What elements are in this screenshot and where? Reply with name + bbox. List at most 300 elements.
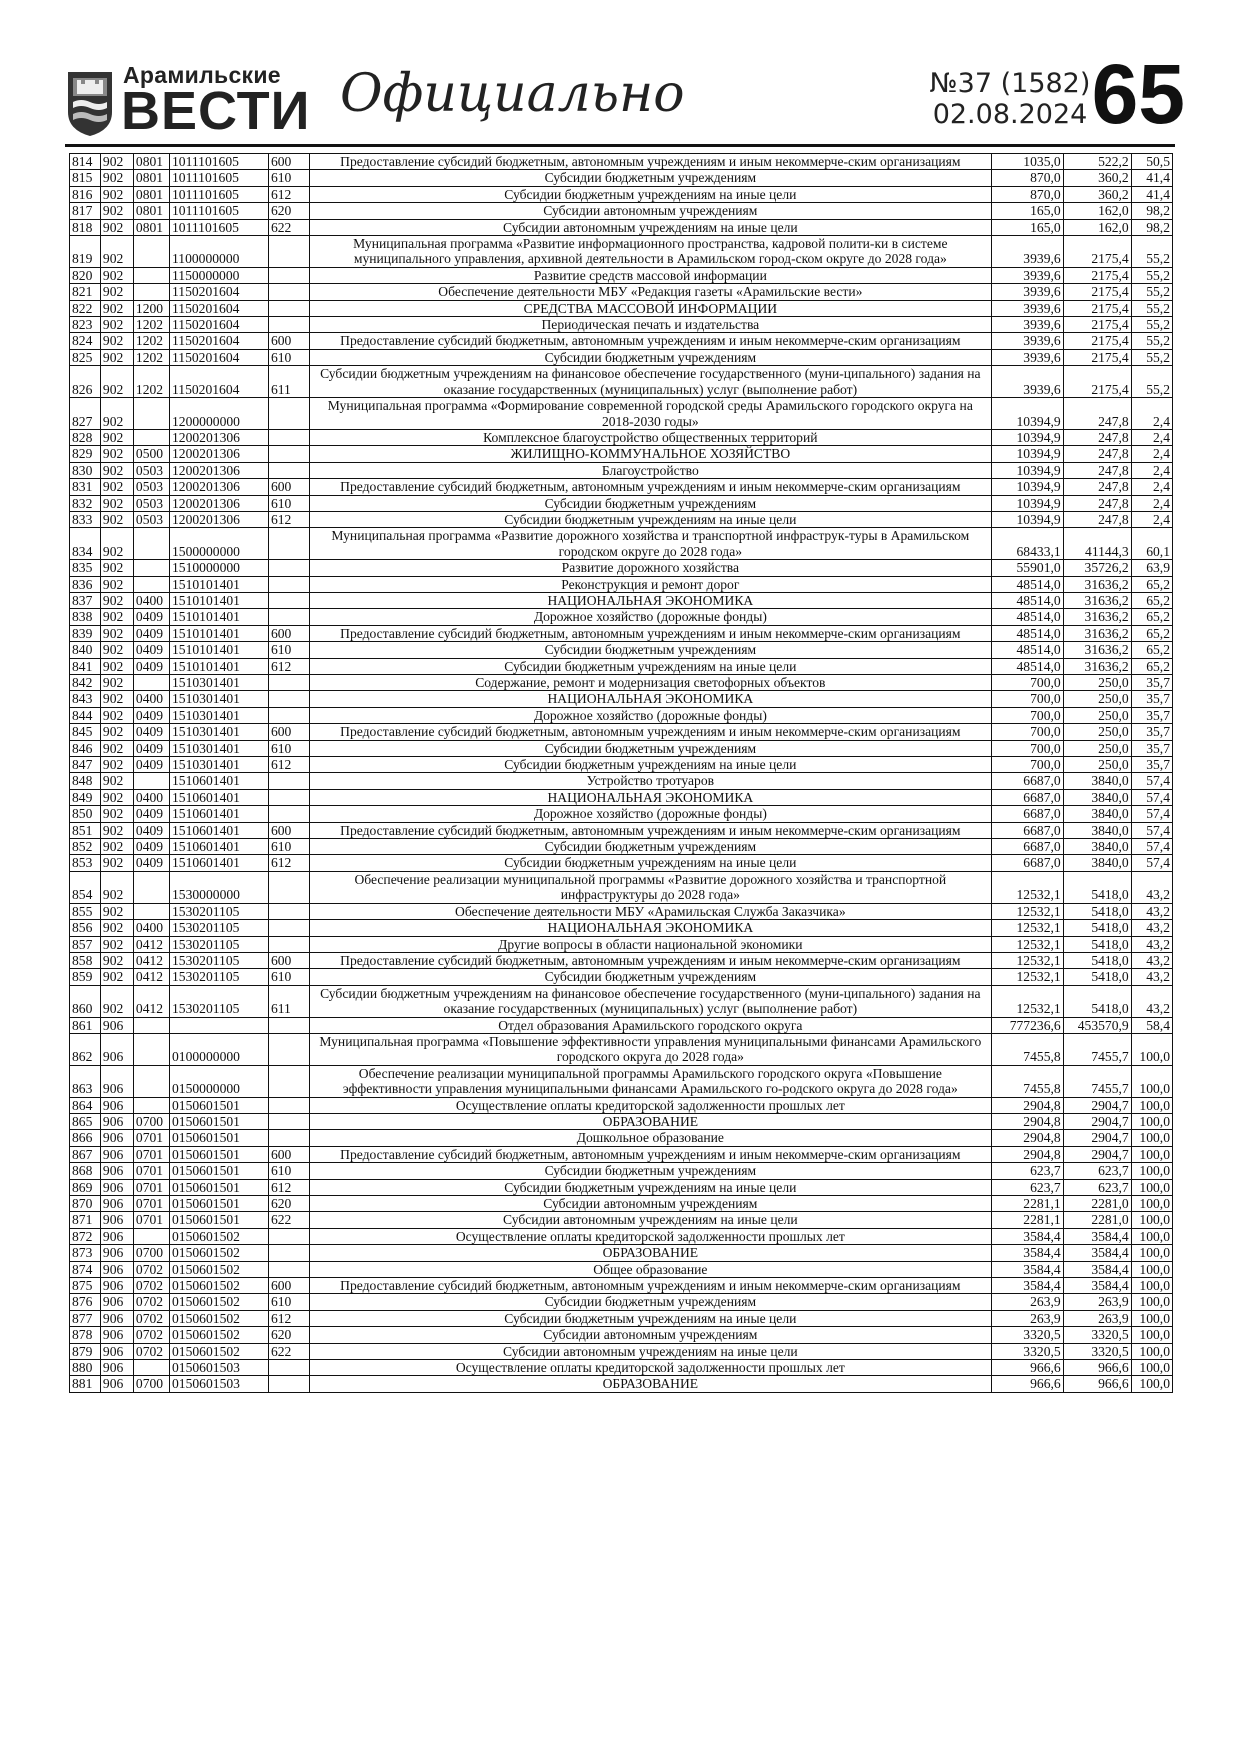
executed-amount: 31636,2 bbox=[1063, 642, 1131, 658]
target-article-code: 1200201306 bbox=[169, 429, 268, 445]
issue-date: 02.08.2024 bbox=[932, 99, 1088, 130]
item-name: Другие вопросы в области национальной экономики bbox=[310, 936, 991, 952]
expense-type-code bbox=[268, 317, 309, 333]
execution-percent: 55,2 bbox=[1131, 284, 1172, 300]
row-number: 824 bbox=[70, 333, 101, 349]
item-name: Субсидии автономным учреждениям bbox=[310, 203, 991, 219]
execution-percent: 57,4 bbox=[1131, 822, 1172, 838]
section-code: 0801 bbox=[133, 203, 169, 219]
table-row bbox=[70, 839, 1173, 855]
item-name: Реконструкция и ремонт дорог bbox=[310, 576, 991, 592]
execution-percent: 100,0 bbox=[1131, 1179, 1172, 1195]
executed-amount: 5418,0 bbox=[1063, 969, 1131, 985]
execution-percent: 100,0 bbox=[1131, 1327, 1172, 1343]
section-code bbox=[133, 1228, 169, 1244]
row-number: 867 bbox=[70, 1146, 101, 1162]
target-article-code: 0150601502 bbox=[169, 1261, 268, 1277]
target-article-code: 0150601501 bbox=[169, 1097, 268, 1113]
executed-amount: 3840,0 bbox=[1063, 773, 1131, 789]
executed-amount: 2175,4 bbox=[1063, 300, 1131, 316]
target-article-code: 1530201105 bbox=[169, 952, 268, 968]
item-name: Субсидии бюджетным учреждениям на иные цели bbox=[310, 855, 991, 871]
item-name: Субсидии бюджетным учреждениям bbox=[310, 1294, 991, 1310]
table-row bbox=[70, 855, 1173, 871]
planned-amount: 623,7 bbox=[991, 1163, 1063, 1179]
target-article-code: 0150601503 bbox=[169, 1376, 268, 1392]
table-row bbox=[70, 495, 1173, 511]
executed-amount: 2904,7 bbox=[1063, 1130, 1131, 1146]
planned-amount: 10394,9 bbox=[991, 511, 1063, 527]
target-article-code: 1200201306 bbox=[169, 446, 268, 462]
table-row bbox=[70, 740, 1173, 756]
expense-type-code bbox=[268, 1261, 309, 1277]
item-name: Дошкольное образование bbox=[310, 1130, 991, 1146]
executed-amount: 3840,0 bbox=[1063, 855, 1131, 871]
item-name: Субсидии бюджетным учреждениям на иные цели bbox=[310, 1179, 991, 1195]
section-code: 0412 bbox=[133, 936, 169, 952]
executed-amount: 623,7 bbox=[1063, 1179, 1131, 1195]
expense-type-code bbox=[268, 609, 309, 625]
planned-amount: 3939,6 bbox=[991, 284, 1063, 300]
expense-type-code: 612 bbox=[268, 757, 309, 773]
executed-amount: 247,8 bbox=[1063, 479, 1131, 495]
expense-type-code bbox=[268, 789, 309, 805]
execution-percent: 2,4 bbox=[1131, 462, 1172, 478]
row-number: 827 bbox=[70, 398, 101, 430]
section-code: 0801 bbox=[133, 186, 169, 202]
item-name: НАЦИОНАЛЬНАЯ ЭКОНОМИКА bbox=[310, 920, 991, 936]
section-code: 0702 bbox=[133, 1343, 169, 1359]
table-row bbox=[70, 1196, 1173, 1212]
section-code: 0409 bbox=[133, 806, 169, 822]
planned-amount: 6687,0 bbox=[991, 839, 1063, 855]
item-name: Предоставление субсидий бюджетным, автономным учреждениям и иным некоммерче-ским организациям bbox=[310, 822, 991, 838]
target-article-code: 1530000000 bbox=[169, 871, 268, 903]
executed-amount: 3840,0 bbox=[1063, 806, 1131, 822]
planned-amount: 55901,0 bbox=[991, 560, 1063, 576]
planned-amount: 10394,9 bbox=[991, 479, 1063, 495]
ministry-code: 906 bbox=[100, 1065, 133, 1097]
planned-amount: 12532,1 bbox=[991, 903, 1063, 919]
section-code bbox=[133, 1097, 169, 1113]
planned-amount: 623,7 bbox=[991, 1179, 1063, 1195]
planned-amount: 870,0 bbox=[991, 186, 1063, 202]
target-article-code: 1510601401 bbox=[169, 806, 268, 822]
ministry-code: 902 bbox=[100, 903, 133, 919]
planned-amount: 48514,0 bbox=[991, 625, 1063, 641]
ministry-code: 902 bbox=[100, 203, 133, 219]
ministry-code: 906 bbox=[100, 1017, 133, 1033]
target-article-code: 1011101605 bbox=[169, 203, 268, 219]
section-code: 0801 bbox=[133, 170, 169, 186]
row-number: 876 bbox=[70, 1294, 101, 1310]
planned-amount: 2904,8 bbox=[991, 1097, 1063, 1113]
row-number: 862 bbox=[70, 1033, 101, 1065]
planned-amount: 3939,6 bbox=[991, 267, 1063, 283]
ministry-code: 906 bbox=[100, 1376, 133, 1392]
expense-type-code bbox=[268, 1065, 309, 1097]
executed-amount: 7455,7 bbox=[1063, 1065, 1131, 1097]
ministry-code: 906 bbox=[100, 1360, 133, 1376]
target-article-code: 0100000000 bbox=[169, 1033, 268, 1065]
executed-amount: 522,2 bbox=[1063, 154, 1131, 170]
execution-percent: 100,0 bbox=[1131, 1261, 1172, 1277]
execution-percent: 57,4 bbox=[1131, 855, 1172, 871]
row-number: 820 bbox=[70, 267, 101, 283]
issue-info bbox=[920, 68, 1100, 130]
item-name: Периодическая печать и издательства bbox=[310, 317, 991, 333]
expense-type-code bbox=[268, 429, 309, 445]
section-code bbox=[133, 560, 169, 576]
planned-amount: 2904,8 bbox=[991, 1146, 1063, 1162]
expense-type-code: 612 bbox=[268, 186, 309, 202]
target-article-code: 0150601502 bbox=[169, 1327, 268, 1343]
expense-type-code bbox=[268, 560, 309, 576]
ministry-code: 906 bbox=[100, 1196, 133, 1212]
execution-percent: 55,2 bbox=[1131, 366, 1172, 398]
target-article-code: 1510301401 bbox=[169, 724, 268, 740]
planned-amount: 6687,0 bbox=[991, 822, 1063, 838]
ministry-code: 902 bbox=[100, 609, 133, 625]
item-name: Субсидии автономным учреждениям на иные цели bbox=[310, 1212, 991, 1228]
section-code: 1202 bbox=[133, 349, 169, 365]
expense-type-code bbox=[268, 1360, 309, 1376]
item-name: Предоставление субсидий бюджетным, автономным учреждениям и иным некоммерче-ским организациям bbox=[310, 952, 991, 968]
planned-amount: 48514,0 bbox=[991, 592, 1063, 608]
table-row bbox=[70, 186, 1173, 202]
table-row bbox=[70, 317, 1173, 333]
row-number: 829 bbox=[70, 446, 101, 462]
planned-amount: 966,6 bbox=[991, 1360, 1063, 1376]
planned-amount: 700,0 bbox=[991, 675, 1063, 691]
row-number: 844 bbox=[70, 707, 101, 723]
table-row bbox=[70, 170, 1173, 186]
target-article-code: 0150601501 bbox=[169, 1212, 268, 1228]
ministry-code: 906 bbox=[100, 1179, 133, 1195]
ministry-code: 906 bbox=[100, 1228, 133, 1244]
row-number: 835 bbox=[70, 560, 101, 576]
section-code: 0503 bbox=[133, 479, 169, 495]
planned-amount: 12532,1 bbox=[991, 871, 1063, 903]
section-code: 0701 bbox=[133, 1163, 169, 1179]
execution-percent: 43,2 bbox=[1131, 952, 1172, 968]
expense-type-code bbox=[268, 691, 309, 707]
execution-percent: 41,4 bbox=[1131, 170, 1172, 186]
expense-type-code bbox=[268, 1376, 309, 1392]
target-article-code: 1150201604 bbox=[169, 333, 268, 349]
target-article-code: 1150201604 bbox=[169, 349, 268, 365]
ministry-code: 906 bbox=[100, 1212, 133, 1228]
table-row bbox=[70, 203, 1173, 219]
executed-amount: 247,8 bbox=[1063, 495, 1131, 511]
item-name: Осуществление оплаты кредиторской задолженности прошлых лет bbox=[310, 1228, 991, 1244]
item-name: Субсидии бюджетным учреждениям на иные цели bbox=[310, 511, 991, 527]
execution-percent: 98,2 bbox=[1131, 203, 1172, 219]
target-article-code: 1150201604 bbox=[169, 317, 268, 333]
table-row bbox=[70, 1017, 1173, 1033]
section-code: 0503 bbox=[133, 462, 169, 478]
page-number: 65 bbox=[1091, 47, 1185, 141]
execution-percent: 2,4 bbox=[1131, 446, 1172, 462]
planned-amount: 870,0 bbox=[991, 170, 1063, 186]
ministry-code: 902 bbox=[100, 985, 133, 1017]
row-number: 874 bbox=[70, 1261, 101, 1277]
table-row bbox=[70, 609, 1173, 625]
target-article-code: 1200000000 bbox=[169, 398, 268, 430]
table-row bbox=[70, 920, 1173, 936]
row-number: 879 bbox=[70, 1343, 101, 1359]
execution-percent: 2,4 bbox=[1131, 429, 1172, 445]
section-code bbox=[133, 398, 169, 430]
ministry-code: 906 bbox=[100, 1278, 133, 1294]
target-article-code: 1510101401 bbox=[169, 642, 268, 658]
executed-amount: 250,0 bbox=[1063, 740, 1131, 756]
row-number: 857 bbox=[70, 936, 101, 952]
ministry-code: 902 bbox=[100, 366, 133, 398]
target-article-code: 1530201105 bbox=[169, 969, 268, 985]
executed-amount: 250,0 bbox=[1063, 757, 1131, 773]
target-article-code: 0150601501 bbox=[169, 1179, 268, 1195]
section-title: Официально bbox=[340, 64, 685, 124]
table-row bbox=[70, 560, 1173, 576]
ministry-code: 902 bbox=[100, 675, 133, 691]
item-name: ОБРАЗОВАНИЕ bbox=[310, 1376, 991, 1392]
section-code bbox=[133, 576, 169, 592]
planned-amount: 777236,6 bbox=[991, 1017, 1063, 1033]
item-name: Дорожное хозяйство (дорожные фонды) bbox=[310, 707, 991, 723]
planned-amount: 10394,9 bbox=[991, 495, 1063, 511]
ministry-code: 902 bbox=[100, 822, 133, 838]
execution-percent: 57,4 bbox=[1131, 806, 1172, 822]
execution-percent: 55,2 bbox=[1131, 317, 1172, 333]
expense-type-code: 612 bbox=[268, 1179, 309, 1195]
executed-amount: 3320,5 bbox=[1063, 1327, 1131, 1343]
item-name: Осуществление оплаты кредиторской задолженности прошлых лет bbox=[310, 1360, 991, 1376]
section-code: 0409 bbox=[133, 757, 169, 773]
execution-percent: 55,2 bbox=[1131, 349, 1172, 365]
row-number: 841 bbox=[70, 658, 101, 674]
expense-type-code bbox=[268, 1130, 309, 1146]
executed-amount: 3840,0 bbox=[1063, 839, 1131, 855]
newspaper-logo[interactable] bbox=[65, 58, 311, 142]
planned-amount: 48514,0 bbox=[991, 642, 1063, 658]
target-article-code: 1510101401 bbox=[169, 592, 268, 608]
executed-amount: 5418,0 bbox=[1063, 871, 1131, 903]
expense-type-code bbox=[268, 267, 309, 283]
item-name: Обеспечение реализации муниципальной программы «Развитие дорожного хозяйства и транспортной инфраструктуры до 2028 года» bbox=[310, 871, 991, 903]
target-article-code: 1510301401 bbox=[169, 757, 268, 773]
section-code: 0409 bbox=[133, 724, 169, 740]
table-row bbox=[70, 219, 1173, 235]
execution-percent: 35,7 bbox=[1131, 707, 1172, 723]
executed-amount: 2175,4 bbox=[1063, 333, 1131, 349]
row-number: 873 bbox=[70, 1245, 101, 1261]
target-article-code: 1510601401 bbox=[169, 855, 268, 871]
expense-type-code: 600 bbox=[268, 1146, 309, 1162]
table-row bbox=[70, 366, 1173, 398]
planned-amount: 12532,1 bbox=[991, 969, 1063, 985]
row-number: 869 bbox=[70, 1179, 101, 1195]
planned-amount: 7455,8 bbox=[991, 1065, 1063, 1097]
execution-percent: 100,0 bbox=[1131, 1146, 1172, 1162]
item-name: НАЦИОНАЛЬНАЯ ЭКОНОМИКА bbox=[310, 691, 991, 707]
ministry-code: 906 bbox=[100, 1245, 133, 1261]
executed-amount: 5418,0 bbox=[1063, 920, 1131, 936]
planned-amount: 3939,6 bbox=[991, 300, 1063, 316]
executed-amount: 966,6 bbox=[1063, 1376, 1131, 1392]
item-name: Общее образование bbox=[310, 1261, 991, 1277]
planned-amount: 3939,6 bbox=[991, 366, 1063, 398]
section-code: 0702 bbox=[133, 1278, 169, 1294]
row-number: 823 bbox=[70, 317, 101, 333]
expense-type-code: 600 bbox=[268, 1278, 309, 1294]
planned-amount: 3939,6 bbox=[991, 333, 1063, 349]
section-code bbox=[133, 429, 169, 445]
table-row bbox=[70, 773, 1173, 789]
table-row bbox=[70, 658, 1173, 674]
executed-amount: 7455,7 bbox=[1063, 1033, 1131, 1065]
execution-percent: 35,7 bbox=[1131, 724, 1172, 740]
planned-amount: 2281,1 bbox=[991, 1212, 1063, 1228]
section-code: 1202 bbox=[133, 317, 169, 333]
expense-type-code bbox=[268, 806, 309, 822]
expense-type-code: 610 bbox=[268, 170, 309, 186]
row-number: 839 bbox=[70, 625, 101, 641]
expense-type-code bbox=[268, 446, 309, 462]
execution-percent: 100,0 bbox=[1131, 1065, 1172, 1097]
target-article-code: 1150000000 bbox=[169, 267, 268, 283]
row-number: 818 bbox=[70, 219, 101, 235]
target-article-code: 0150601503 bbox=[169, 1360, 268, 1376]
table-row bbox=[70, 528, 1173, 560]
target-article-code: 1150201604 bbox=[169, 300, 268, 316]
table-row bbox=[70, 1343, 1173, 1359]
table-row bbox=[70, 1294, 1173, 1310]
row-number: 848 bbox=[70, 773, 101, 789]
issue-number: №37 (1582) bbox=[929, 68, 1091, 99]
executed-amount: 31636,2 bbox=[1063, 625, 1131, 641]
item-name: НАЦИОНАЛЬНАЯ ЭКОНОМИКА bbox=[310, 592, 991, 608]
execution-percent: 43,2 bbox=[1131, 871, 1172, 903]
executed-amount: 263,9 bbox=[1063, 1310, 1131, 1326]
target-article-code: 1011101605 bbox=[169, 219, 268, 235]
target-article-code: 1530201105 bbox=[169, 903, 268, 919]
executed-amount: 5418,0 bbox=[1063, 952, 1131, 968]
ministry-code: 902 bbox=[100, 707, 133, 723]
planned-amount: 12532,1 bbox=[991, 952, 1063, 968]
executed-amount: 31636,2 bbox=[1063, 658, 1131, 674]
section-code: 0702 bbox=[133, 1310, 169, 1326]
ministry-code: 906 bbox=[100, 1294, 133, 1310]
execution-percent: 50,5 bbox=[1131, 154, 1172, 170]
executed-amount: 247,8 bbox=[1063, 462, 1131, 478]
target-article-code: 1500000000 bbox=[169, 528, 268, 560]
table-row bbox=[70, 154, 1173, 170]
table-row bbox=[70, 642, 1173, 658]
section-code bbox=[133, 1065, 169, 1097]
ministry-code: 902 bbox=[100, 170, 133, 186]
planned-amount: 3584,4 bbox=[991, 1278, 1063, 1294]
planned-amount: 263,9 bbox=[991, 1294, 1063, 1310]
section-code: 0400 bbox=[133, 920, 169, 936]
execution-percent: 55,2 bbox=[1131, 267, 1172, 283]
expense-type-code bbox=[268, 1097, 309, 1113]
execution-percent: 57,4 bbox=[1131, 773, 1172, 789]
table-row bbox=[70, 1310, 1173, 1326]
target-article-code: 1510101401 bbox=[169, 625, 268, 641]
item-name: НАЦИОНАЛЬНАЯ ЭКОНОМИКА bbox=[310, 789, 991, 805]
table-row bbox=[70, 1278, 1173, 1294]
item-name: Содержание, ремонт и модернизация светофорных объектов bbox=[310, 675, 991, 691]
target-article-code: 1530201105 bbox=[169, 985, 268, 1017]
expense-type-code bbox=[268, 576, 309, 592]
item-name: Осуществление оплаты кредиторской задолженности прошлых лет bbox=[310, 1097, 991, 1113]
executed-amount: 31636,2 bbox=[1063, 592, 1131, 608]
executed-amount: 31636,2 bbox=[1063, 576, 1131, 592]
row-number: 870 bbox=[70, 1196, 101, 1212]
target-article-code: 0150601501 bbox=[169, 1130, 268, 1146]
expense-type-code: 612 bbox=[268, 855, 309, 871]
target-article-code: 1011101605 bbox=[169, 186, 268, 202]
table-row bbox=[70, 576, 1173, 592]
section-code: 0500 bbox=[133, 446, 169, 462]
row-number: 838 bbox=[70, 609, 101, 625]
ministry-code: 902 bbox=[100, 560, 133, 576]
item-name: Муниципальная программа «Формирование современной городской среды Арамильского городского округа на 2018-2030 годы» bbox=[310, 398, 991, 430]
planned-amount: 6687,0 bbox=[991, 806, 1063, 822]
planned-amount: 10394,9 bbox=[991, 398, 1063, 430]
planned-amount: 12532,1 bbox=[991, 920, 1063, 936]
planned-amount: 3584,4 bbox=[991, 1245, 1063, 1261]
row-number: 833 bbox=[70, 511, 101, 527]
ministry-code: 902 bbox=[100, 724, 133, 740]
section-code: 0801 bbox=[133, 219, 169, 235]
ministry-code: 902 bbox=[100, 219, 133, 235]
item-name: Субсидии автономным учреждениям на иные цели bbox=[310, 219, 991, 235]
ministry-code: 902 bbox=[100, 625, 133, 641]
section-code: 0702 bbox=[133, 1327, 169, 1343]
expense-type-code: 600 bbox=[268, 625, 309, 641]
item-name: Субсидии бюджетным учреждениям bbox=[310, 495, 991, 511]
executed-amount: 35726,2 bbox=[1063, 560, 1131, 576]
target-article-code: 0150601502 bbox=[169, 1228, 268, 1244]
target-article-code: 0150601501 bbox=[169, 1196, 268, 1212]
executed-amount: 250,0 bbox=[1063, 675, 1131, 691]
execution-percent: 100,0 bbox=[1131, 1360, 1172, 1376]
expense-type-code: 610 bbox=[268, 1294, 309, 1310]
table-row bbox=[70, 429, 1173, 445]
section-code bbox=[133, 1360, 169, 1376]
expense-type-code: 612 bbox=[268, 658, 309, 674]
ministry-code: 906 bbox=[100, 1343, 133, 1359]
ministry-code: 902 bbox=[100, 429, 133, 445]
table-row bbox=[70, 446, 1173, 462]
executed-amount: 5418,0 bbox=[1063, 985, 1131, 1017]
item-name: Субсидии бюджетным учреждениям bbox=[310, 1163, 991, 1179]
table-row bbox=[70, 333, 1173, 349]
planned-amount: 3939,6 bbox=[991, 317, 1063, 333]
table-row bbox=[70, 806, 1173, 822]
row-number: 816 bbox=[70, 186, 101, 202]
target-article-code: 1530201105 bbox=[169, 920, 268, 936]
expense-type-code: 611 bbox=[268, 366, 309, 398]
planned-amount: 3584,4 bbox=[991, 1261, 1063, 1277]
section-code bbox=[133, 284, 169, 300]
item-name: Обеспечение реализации муниципальной программы Арамильского городского округа «Повышение эффективности управления муниципальными финансами Арамильского го-родского округа до 2028 года» bbox=[310, 1065, 991, 1097]
planned-amount: 12532,1 bbox=[991, 985, 1063, 1017]
target-article-code: 1011101605 bbox=[169, 170, 268, 186]
ministry-code: 902 bbox=[100, 154, 133, 170]
